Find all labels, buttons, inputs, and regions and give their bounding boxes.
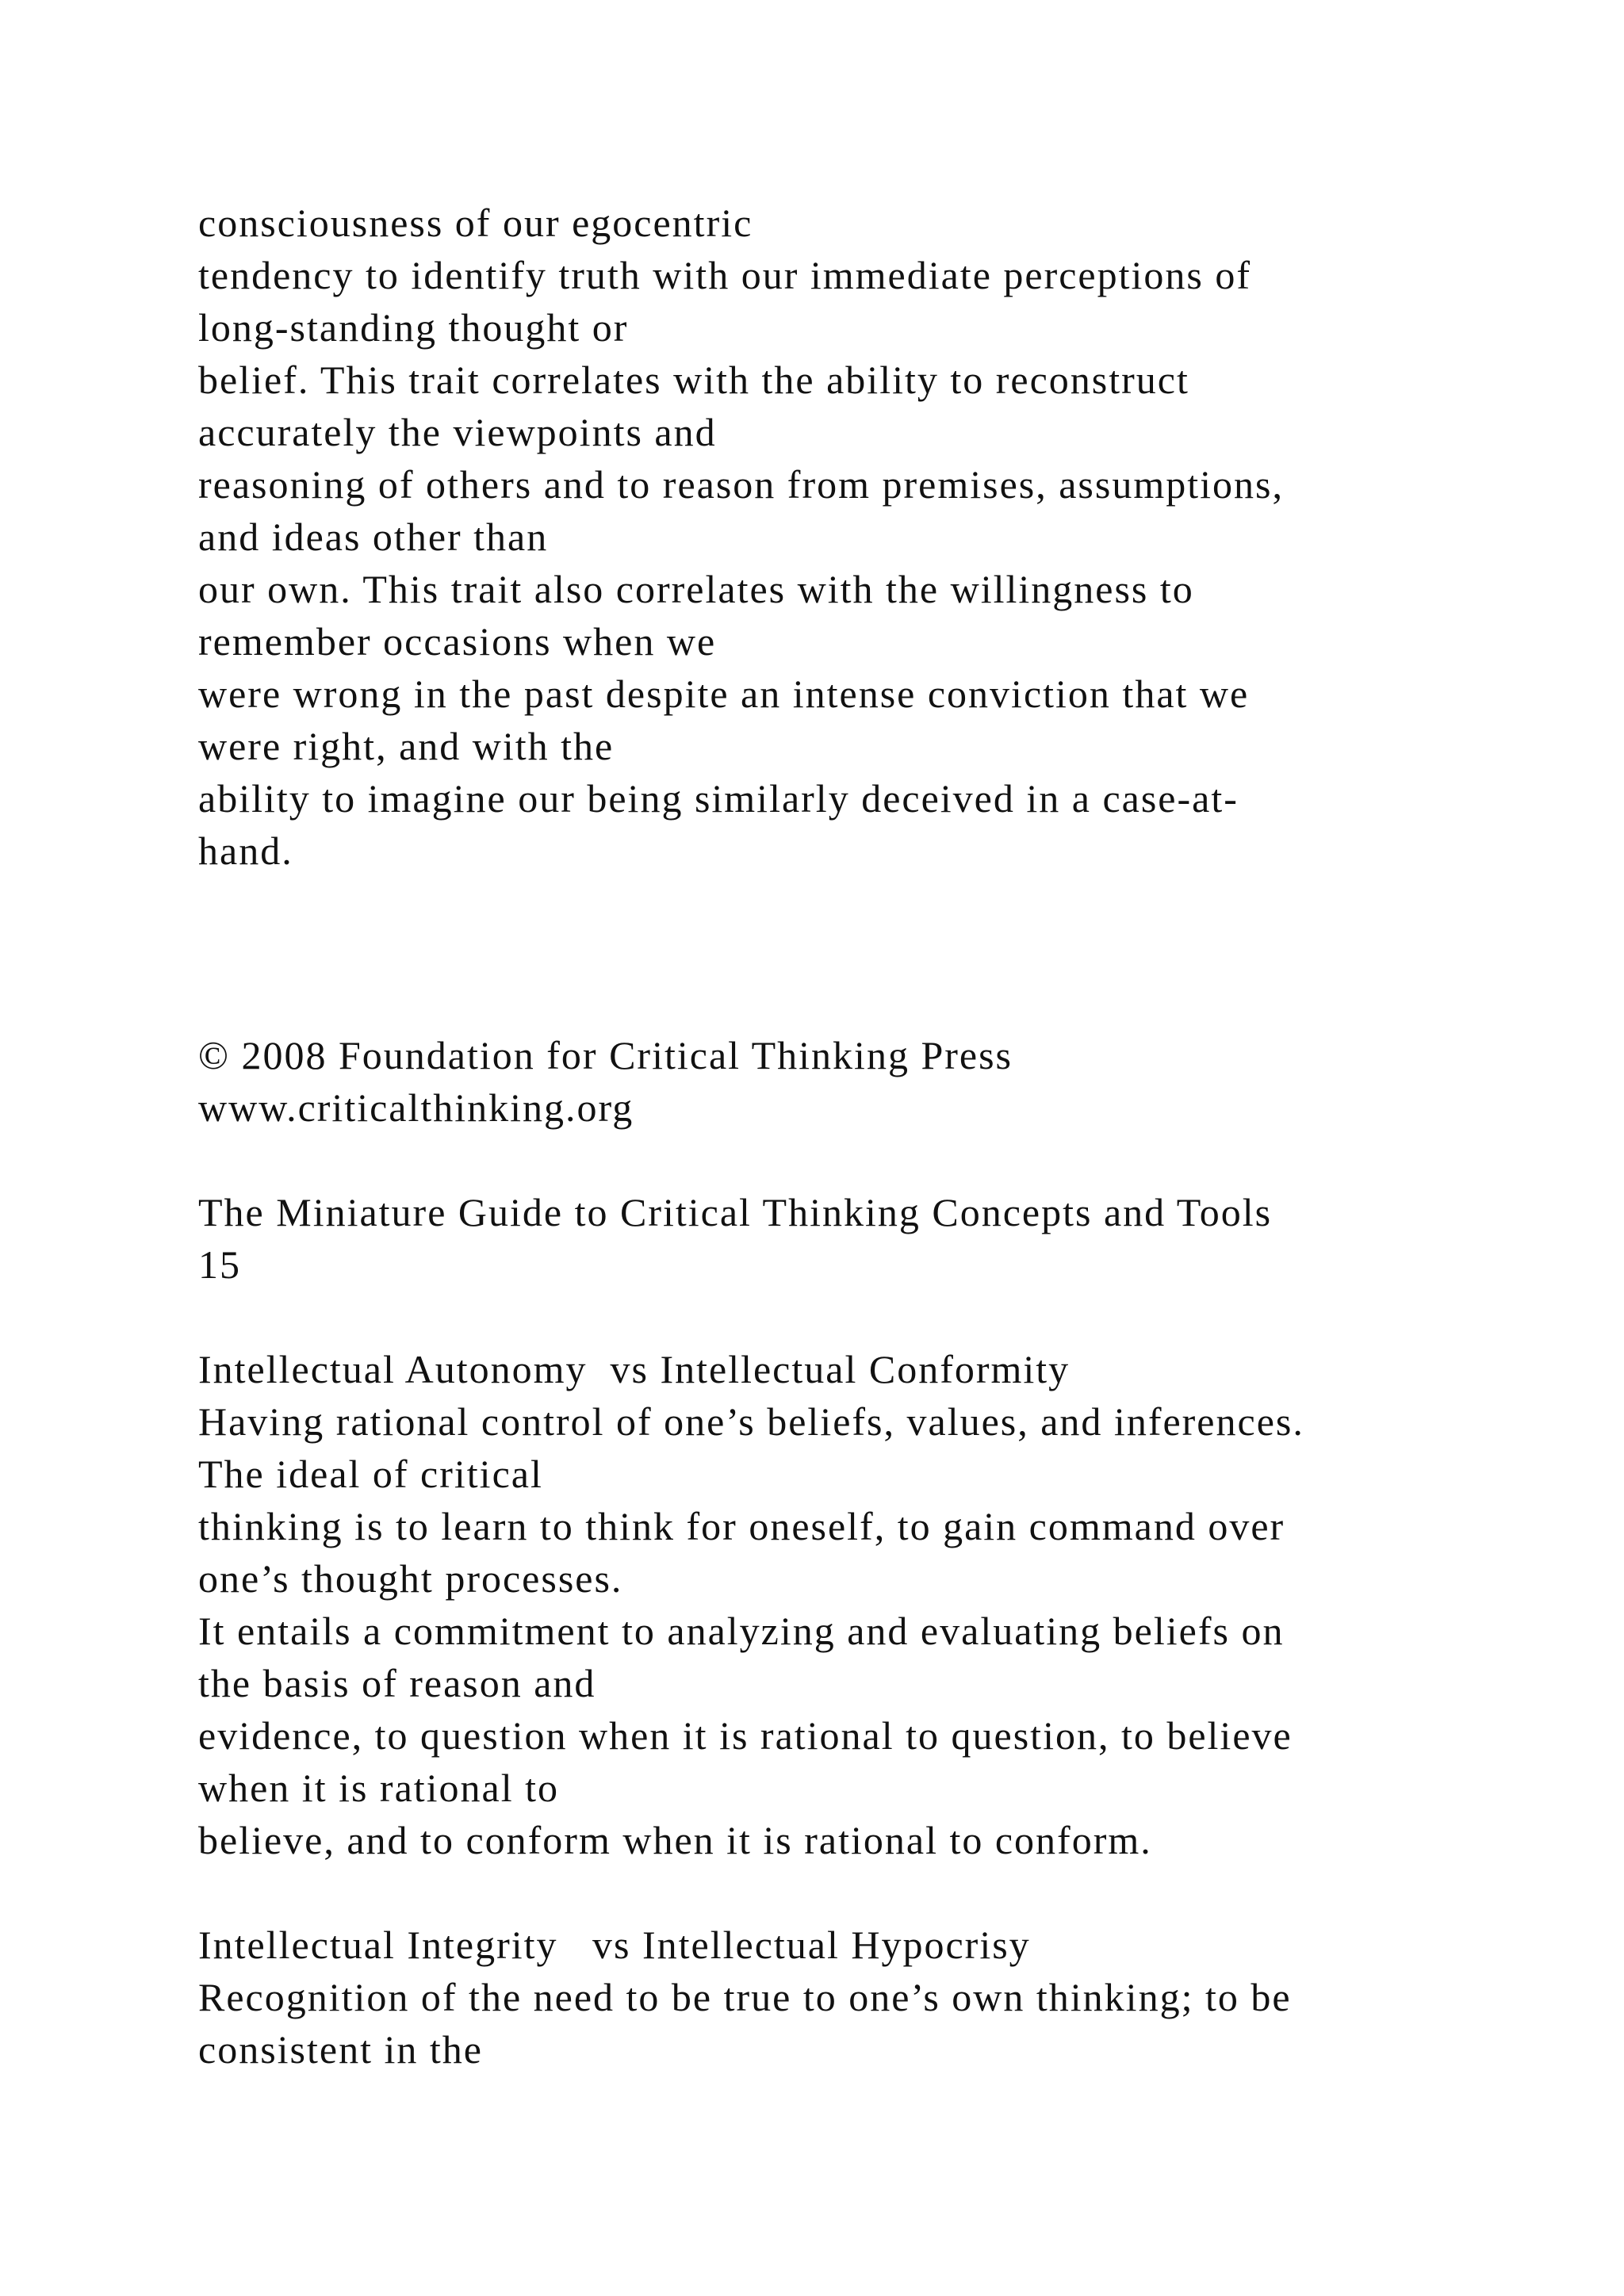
text-line: thinking is to learn to think for oneself, to gain command over [198,1504,1285,1548]
text-line: and ideas other than [198,515,549,559]
text-line: long-standing thought or [198,305,629,350]
text-line: ability to imagine our being similarly deceived in a case-at- [198,776,1239,821]
intro-paragraph [198,197,1507,877]
text-line: The ideal of critical [198,1452,543,1496]
text-line: Having rational control of one’s beliefs, values, and inferences. [198,1399,1304,1444]
text-line: evidence, to question when it is rational to question, to believe [198,1713,1293,1758]
text-line: our own. This trait also correlates with the willingness to [198,567,1194,611]
text-line: Recognition of the need to be true to one’s own thinking; to be [198,1975,1292,2019]
guide-title [198,1186,1507,1291]
text-line: the basis of reason and [198,1661,596,1705]
page-number: 15 [198,1242,241,1287]
text-line: remember occasions when we [198,619,717,664]
text-line: accurately the viewpoints and [198,410,717,454]
text-line: believe, and to conform when it is rational to conform. [198,1818,1152,1862]
guide-title-line: The Miniature Guide to Critical Thinking Concepts and Tools [198,1190,1273,1234]
text-line: consciousness of our egocentric [198,201,753,245]
integrity-section [198,1919,1507,2076]
text-line: consistent in the [198,2027,483,2072]
text-line: were wrong in the past despite an intense conviction that we [198,672,1250,716]
section-heading: Intellectual Integrity vs Intellectual Hypocrisy [198,1923,1031,1967]
text-line: tendency to identify truth with our immediate perceptions of [198,253,1252,297]
autonomy-section [198,1343,1507,1866]
text-line: when it is rational to [198,1766,560,1810]
text-line: reasoning of others and to reason from premises, assumptions, [198,462,1284,507]
text-line: belief. This trait correlates with the ability to reconstruct [198,358,1189,402]
section-heading: Intellectual Autonomy vs Intellectual Conformity [198,1347,1071,1391]
text-line: hand. [198,828,293,873]
copyright-line: © 2008 Foundation for Critical Thinking Press [198,1033,1013,1077]
copyright-footer [198,1029,1507,1134]
text-line: were right, and with the [198,724,615,768]
text-line: one’s thought processes. [198,1556,623,1601]
text-line: It entails a commitment to analyzing and evaluating beliefs on [198,1609,1285,1653]
website-line: www.criticalthinking.org [198,1085,634,1130]
